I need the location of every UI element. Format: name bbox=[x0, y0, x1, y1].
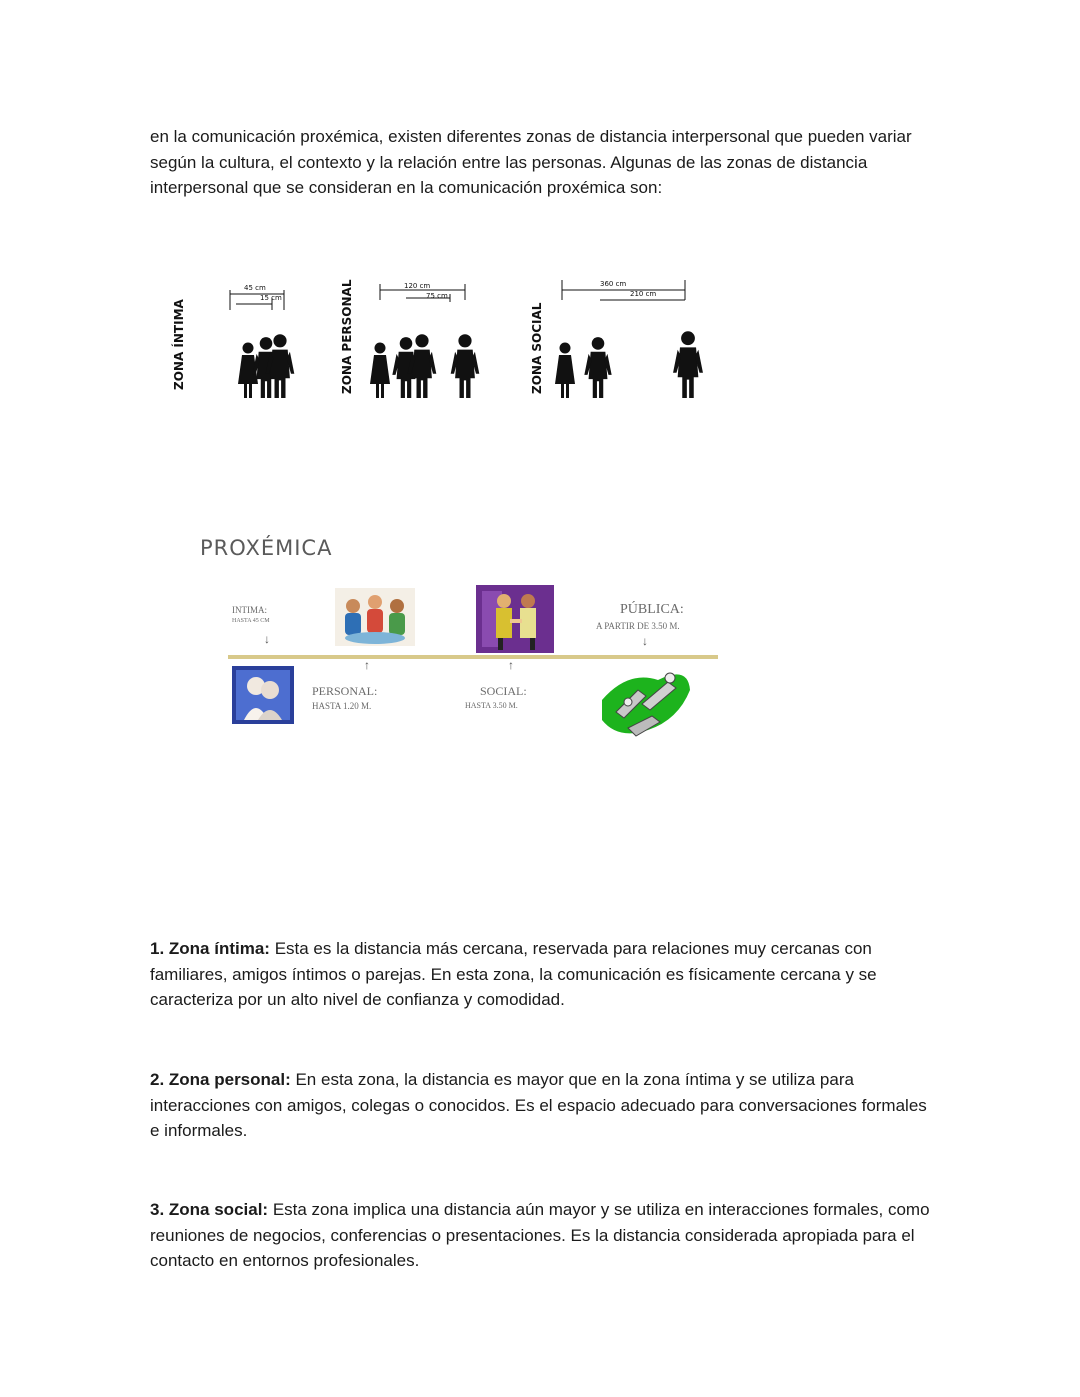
personal-group-image bbox=[335, 588, 415, 646]
zone-personal-label: ZONA PERSONAL bbox=[340, 279, 354, 394]
zone-intima-label: ZONA ÍNTIMA bbox=[172, 299, 186, 390]
intima-inner-dim: 15 cm bbox=[260, 294, 282, 302]
intima-couple-image bbox=[232, 666, 294, 724]
zone-silhouettes-icon bbox=[160, 270, 720, 410]
publica-arrow-icon: ↓ bbox=[642, 634, 648, 648]
proxemica-title: PROXÉMICA bbox=[200, 536, 333, 560]
personal-arrow-icon: ↑ bbox=[364, 658, 370, 672]
intima-arrow-icon: ↓ bbox=[264, 632, 270, 646]
social-outer-dim: 360 cm bbox=[600, 280, 627, 288]
personal-inner-dim: 75 cm bbox=[426, 292, 448, 300]
item-intima bbox=[150, 936, 940, 1013]
item-social-title: 3. Zona social: bbox=[150, 1200, 269, 1219]
timeline-bar bbox=[228, 655, 718, 659]
item-intima-title: 1. Zona íntima: bbox=[150, 939, 270, 958]
intima-outer-dim: 45 cm bbox=[244, 284, 266, 292]
item-personal-title: 2. Zona personal: bbox=[150, 1070, 291, 1089]
social-arrow-icon: ↑ bbox=[508, 658, 514, 672]
social-label: SOCIAL: bbox=[480, 684, 527, 698]
item-intima-text: Esta es la distancia más cercana, reservada para relaciones muy cercanas con familiares, amigos íntimos o parejas. En esta zona, la comunicación es físicamente cercana y se caracteriza por un alto nivel de confianza y comodidad. bbox=[150, 939, 877, 1009]
item-social-text: Esta zona implica una distancia aún mayor y se utiliza en interacciones formales, como reuniones de negocios, conferencias o presentaciones. Es la distancia considerada apropiada para el contacto en entornos profesionales. bbox=[150, 1200, 930, 1270]
item-social bbox=[150, 1197, 940, 1274]
intima-range: HASTA 45 CM bbox=[232, 618, 270, 624]
personal-outer-dim: 120 cm bbox=[404, 282, 431, 290]
zone-social-label: ZONA SOCIAL bbox=[530, 302, 544, 394]
personal-range: HASTA 1.20 M. bbox=[312, 701, 372, 711]
publica-crowd-image bbox=[598, 660, 694, 742]
social-range: HASTA 3.50 M. bbox=[465, 701, 518, 710]
personal-label: PERSONAL: bbox=[312, 684, 378, 698]
social-inner-dim: 210 cm bbox=[630, 290, 657, 298]
item-personal bbox=[150, 1067, 940, 1144]
item-personal-text: En esta zona, la distancia es mayor que en la zona íntima y se utiliza para interacciones con amigos, colegas o conocidos. Es el espacio adecuado para conversaciones formales e informales. bbox=[150, 1070, 927, 1140]
proxemica-figure bbox=[190, 530, 730, 750]
intima-label: INTIMA: bbox=[232, 605, 267, 615]
intro-paragraph: en la comunicación proxémica, existen diferentes zonas de distancia interpersonal que pueden variar según la cultura, el contexto y la relación entre las personas. Algunas de las zonas de distancia interpersonal que se consideran en la comunicación proxémica son: bbox=[150, 127, 912, 197]
social-handshake-image bbox=[476, 585, 554, 653]
proxemic-zones-figure bbox=[160, 270, 720, 410]
publica-range: A PARTIR DE 3.50 M. bbox=[596, 621, 680, 631]
publica-label: PÚBLICA: bbox=[620, 602, 684, 617]
